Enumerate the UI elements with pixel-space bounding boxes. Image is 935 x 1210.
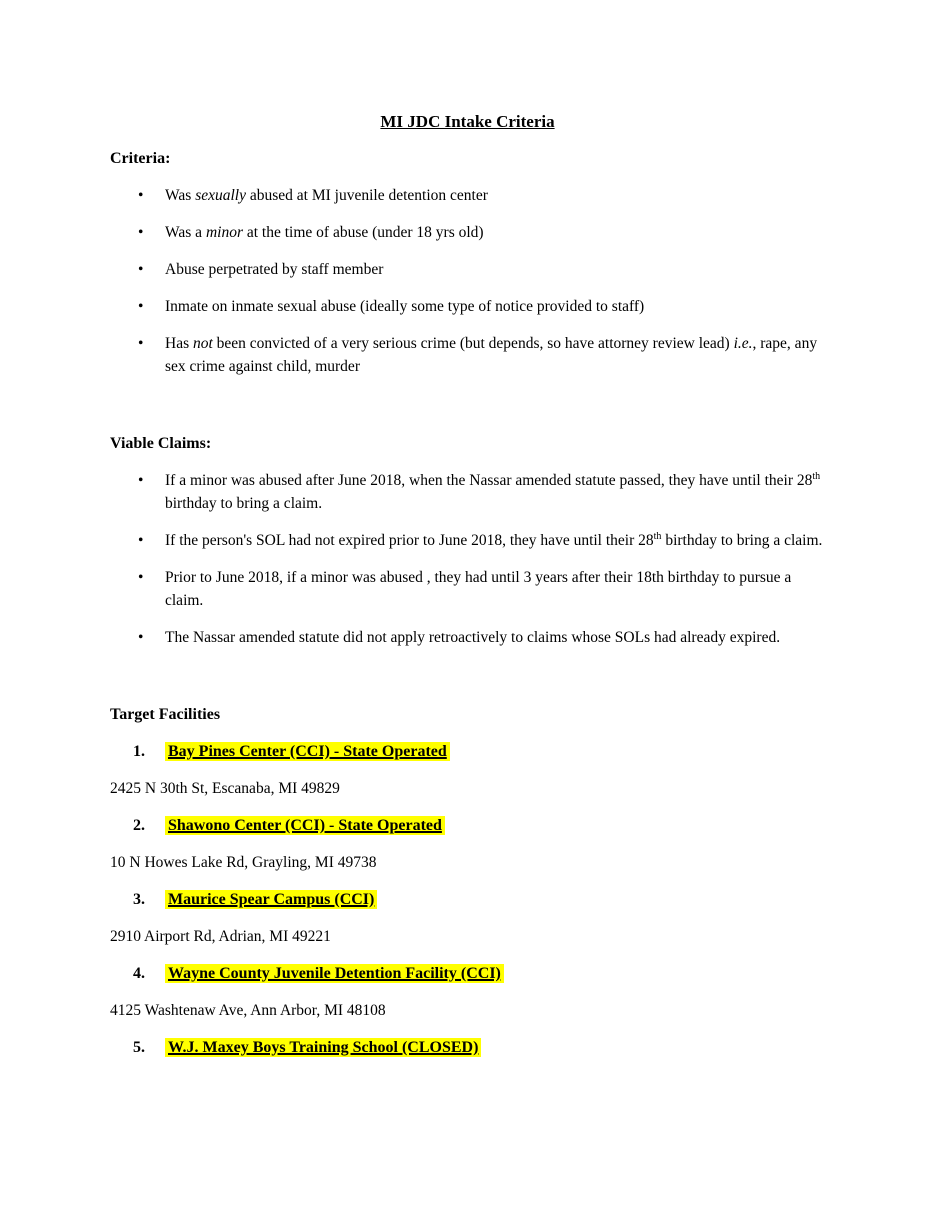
section-heading-target-facilities: Target Facilities: [110, 706, 221, 723]
text-segment: birthday to bring a claim.: [165, 495, 323, 512]
facility-number: 4.: [133, 965, 145, 982]
text-segment: sexually: [195, 187, 246, 204]
text-segment: The Nassar amended statute did not apply retroactively to claims whose SOLs had already expired.: [165, 629, 781, 646]
bullet-icon: •: [138, 569, 144, 586]
text-segment: Was: [165, 187, 196, 204]
bullet-icon: •: [138, 629, 144, 646]
bullet-item: [110, 258, 825, 281]
bullet-icon: •: [138, 532, 144, 549]
bullet-icon: •: [138, 261, 144, 278]
text-segment: Inmate on inmate sexual abuse (ideally some type of notice provided to staff): [165, 298, 645, 315]
facility-item: [110, 740, 825, 763]
bullet-item: [110, 221, 825, 244]
facility-address: 2910 Airport Rd, Adrian, MI 49221: [110, 928, 331, 945]
text-segment: , rape, any sex crime against child, murder: [165, 335, 818, 375]
bullet-icon: •: [138, 472, 144, 489]
facility-number: 2.: [133, 817, 145, 834]
text-segment: th: [812, 470, 821, 482]
facility-address: 2425 N 30th St, Escanaba, MI 49829: [110, 780, 340, 797]
facility-item: [110, 962, 825, 985]
text-segment: th: [653, 530, 662, 542]
text-segment: at the time of abuse (under 18 yrs old): [242, 224, 484, 241]
facility-name-highlight: Bay Pines Center (CCI) - State Operated: [165, 742, 450, 761]
bullet-item: [110, 332, 825, 378]
text-segment: Abuse perpetrated by staff member: [165, 261, 384, 278]
text-segment: birthday to bring a claim.: [661, 532, 823, 549]
facility-name-highlight: Shawono Center (CCI) - State Operated: [165, 816, 445, 835]
bullet-icon: •: [138, 335, 144, 352]
text-segment: Prior to June 2018, if a minor was abused , they had until 3 years after their 18th birthday to pursue a claim.: [165, 569, 792, 609]
facility-item: [110, 888, 825, 911]
section-heading-criteria: Criteria:: [110, 150, 171, 167]
facility-number: 3.: [133, 891, 145, 908]
section-spacer: [110, 663, 825, 703]
bullet-item: [110, 529, 825, 552]
document-title: [110, 110, 825, 133]
bullet-icon: •: [138, 298, 144, 315]
facility-name-highlight: Maurice Spear Campus (CCI): [165, 890, 377, 909]
text-segment: been convicted of a very serious crime (but depends, so have attorney review lead): [212, 335, 734, 352]
bullet-item: [110, 469, 825, 515]
facility-name-highlight: Wayne County Juvenile Detention Facility (CCI): [165, 964, 504, 983]
facility-address: 10 N Howes Lake Rd, Grayling, MI 49738: [110, 854, 377, 871]
text-segment: Has: [165, 335, 193, 352]
facility-item: [110, 814, 825, 837]
facility-name-highlight: W.J. Maxey Boys Training School (CLOSED): [165, 1038, 481, 1057]
text-segment: minor: [205, 224, 243, 241]
bullet-item: [110, 184, 825, 207]
text-segment: i.e.: [733, 335, 753, 352]
text-segment: Was a: [165, 224, 206, 241]
text-segment: abused at MI juvenile detention center: [245, 187, 488, 204]
facility-number: 1.: [133, 743, 145, 760]
facility-address: 4125 Washtenaw Ave, Ann Arbor, MI 48108: [110, 1002, 386, 1019]
document-body: [110, 147, 825, 1059]
document-title-text: MI JDC Intake Criteria: [380, 112, 555, 131]
bullet-item: [110, 626, 825, 649]
bullet-icon: •: [138, 187, 144, 204]
bullet-icon: •: [138, 224, 144, 241]
bullet-item: [110, 295, 825, 318]
bullet-item: [110, 566, 825, 612]
facility-item: [110, 1036, 825, 1059]
section-spacer: [110, 392, 825, 432]
text-segment: If the person's SOL had not expired prior to June 2018, they have until their 28: [165, 532, 654, 549]
text-segment: If a minor was abused after June 2018, when the Nassar amended statute passed, they have until their 28: [165, 472, 813, 489]
section-heading-viable-claims: Viable Claims:: [110, 435, 212, 452]
facility-number: 5.: [133, 1039, 145, 1056]
text-segment: not: [192, 335, 213, 352]
